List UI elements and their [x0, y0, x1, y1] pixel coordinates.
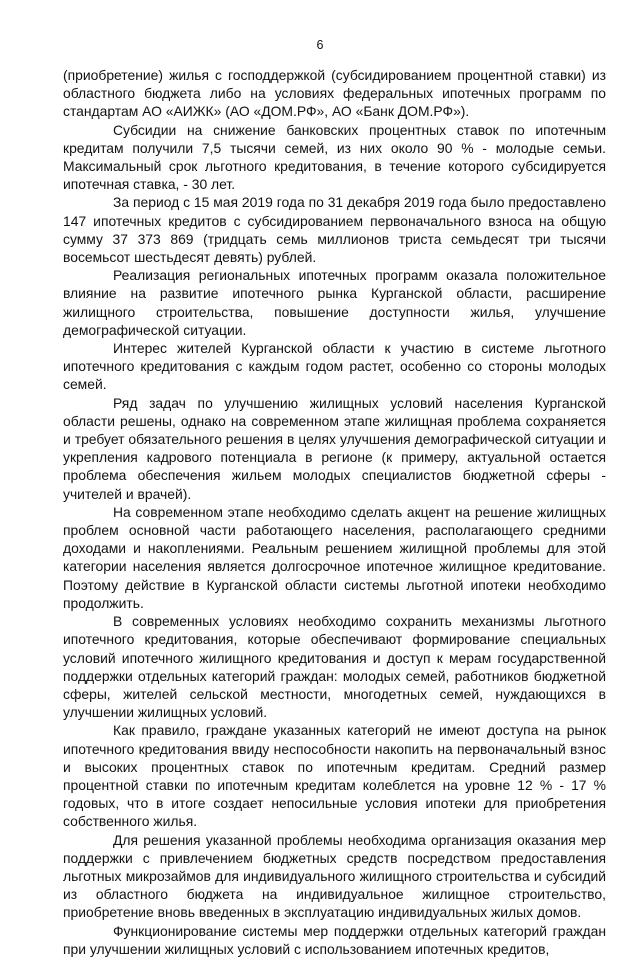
paragraph-current-stage: На современном этапе необходимо сделать акцент на решение жилищных проблем основной части работающего населения, располагающего средними доходами и накоплениями. Реальным решением жилищной проблемы для этой категории населения является долгосрочное ипотечное жилищное кредитование. Поэтому действие в Курганской области системы льготной ипотеки необходимо продолжить.: [63, 503, 606, 611]
paragraph-market-access: Как правило, граждане указанных категорий не имеют доступа на рынок ипотечного кредитования ввиду неспособности накопить на первоначальный взнос и высоких процентных ставок по ипотечным кредитам. Средний размер процентной ставки по ипотечным кредитам колеблется на уровне 12 % - 17 % годовых, что в итоге создает непосильные условия ипотеки для приобретения собственного жилья.: [63, 722, 606, 830]
paragraph-period-credits: За период с 15 мая 2019 года по 31 декабря 2019 года было предоставлено 147 ипотечных кредитов с субсидированием первоначального взноса на общую сумму 37 373 869 (тридцать семь миллионов триста семьдесят три тысячи восемьсот шестьдесят девять) рублей.: [63, 194, 606, 266]
paragraph-housing-tasks: Ряд задач по улучшению жилищных условий населения Курганской области решены, однако на современном этапе жилищная проблема сохраняется и требует обязательного решения в целях улучшения демографической ситуации и укрепления кадрового потенциала в регионе (к примеру, актуальной остается проблема обеспечения жильем молодых специалистов бюджетной сферы - учителей и врачей).: [63, 394, 606, 502]
paragraph-support-system: Функционирование системы мер поддержки отдельных категорий граждан при улучшении жилищных условий с использованием ипотечных кредитов,: [63, 922, 606, 957]
paragraph-continuation: (приобретение) жилья с господдержкой (субсидированием процентной ставки) из областного бюджета либо на условиях федеральных ипотечных программ по стандартам АО «АИЖК» (АО «ДОМ.РФ», АО «Банк ДОМ.РФ»).: [63, 67, 606, 120]
page-number: 6: [316, 38, 324, 52]
document-body: [63, 66, 606, 958]
paragraph-residents-interest: Интерес жителей Курганской области к участию в системе льготного ипотечного кредитования с каждым годом растет, особенно со стороны молодых семей.: [63, 340, 606, 393]
paragraph-modern-conditions: В современных условиях необходимо сохранить механизмы льготного ипотечного кредитования, которые обеспечивают формирование специальных условий ипотечного жилищного кредитования и доступ к мерам государственной поддержки отдельных категорий граждан: молодых семей, работников бюджетной сферы, жителей сельской местности, многодетных семей, нуждающихся в улучшении жилищных условий.: [63, 613, 606, 721]
paragraph-subsidies: Субсидии на снижение банковских процентных ставок по ипотечным кредитам получили 7,5 тысячи семей, из них около 90 % - молодые семьи. Максимальный срок льготного кредитования, в течение которого субсидируется ипотечная ставка, - 30 лет.: [63, 121, 606, 193]
paragraph-regional-programs: Реализация региональных ипотечных программ оказала положительное влияние на развитие ипотечного рынка Курганской области, расширение жилищного строительства, повышение доступности жилья, улучшение демографической ситуации.: [63, 267, 606, 338]
paragraph-problem-solution: Для решения указанной проблемы необходима организация оказания мер поддержки с привлечением бюджетных средств посредством предоставления льготных микрозаймов для индивидуального жилищного строительства и субсидий из областного бюджета на индивидуальное жилищное строительство, приобретение вновь введенных в эксплуатацию индивидуальных жилых домов.: [63, 831, 606, 921]
